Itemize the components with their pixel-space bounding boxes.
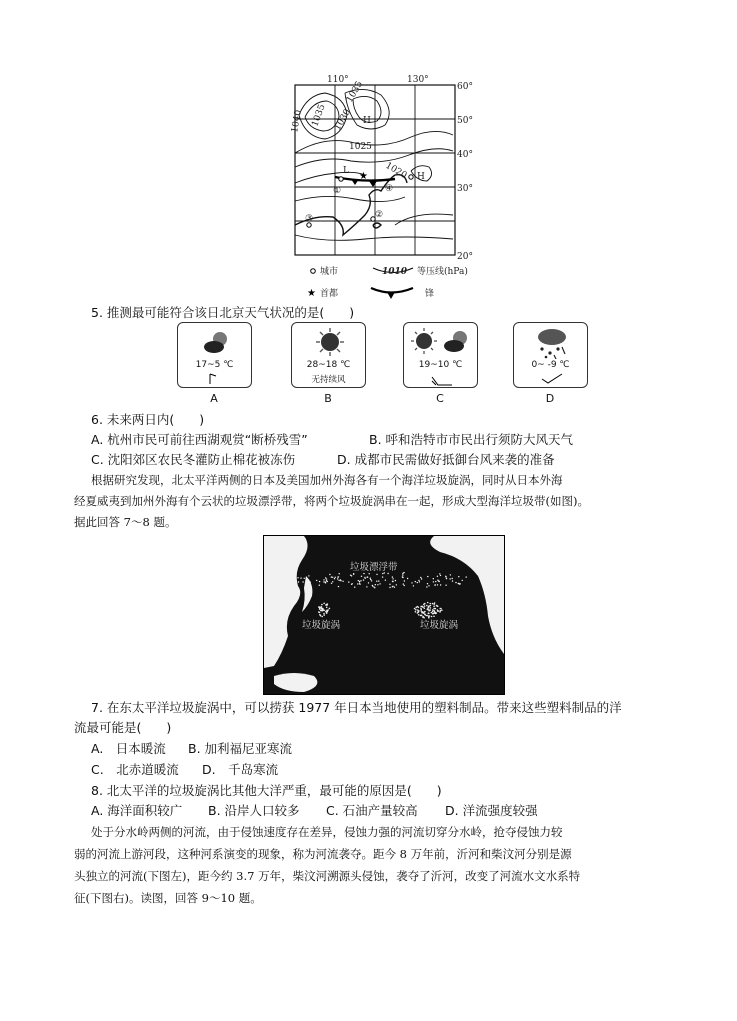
wind-barb-icon bbox=[540, 373, 564, 385]
question-7-option-b[interactable]: B. 加利福尼亚寒流 bbox=[188, 741, 293, 756]
garbage-belt-dots bbox=[296, 572, 467, 589]
legend-city-icon bbox=[311, 269, 316, 274]
garbage-gyre-right bbox=[414, 602, 443, 619]
legend-front-icon bbox=[371, 288, 413, 293]
passage-garbage-line-1: 根据研究发现，北太平洋两侧的日本及美国加州外海各有一个海洋垃圾旋涡，同时从日本外海 bbox=[91, 473, 563, 487]
pacific-map-graphic bbox=[264, 536, 504, 694]
weather-card-c[interactable] bbox=[403, 322, 478, 388]
city-number: ① bbox=[333, 186, 342, 196]
question-6-option-c[interactable]: C. 沈阳郊区农民冬灌防止棉花被冻伤 bbox=[91, 452, 296, 467]
sunny-to-cloudy-icon bbox=[410, 327, 474, 357]
question-8-stem: 8. 北太平洋的垃圾旋涡比其他大洋严重，最可能的原因是( ) bbox=[91, 783, 442, 798]
high-pressure-label: H bbox=[417, 172, 425, 182]
question-7-stem-line-2: 流最可能是( ) bbox=[74, 720, 172, 735]
city-marker bbox=[339, 177, 343, 181]
legend-isobar-value: 1010 bbox=[382, 267, 408, 277]
asia-landmass bbox=[264, 536, 308, 668]
japan-landmass bbox=[302, 576, 312, 612]
isobar-label: 1035 bbox=[310, 103, 328, 129]
sleet-icon bbox=[532, 327, 572, 359]
question-6-stem: 6. 未来两日内( ) bbox=[91, 412, 205, 427]
weather-card-d[interactable] bbox=[513, 322, 588, 388]
question-8-option-b[interactable]: B. 沿岸人口较多 bbox=[208, 803, 300, 818]
legend-front-label: 锋 bbox=[425, 289, 435, 299]
weather-card-b[interactable] bbox=[291, 322, 366, 388]
option-letter-c: C bbox=[436, 392, 444, 405]
sun-icon bbox=[315, 327, 345, 357]
option-letter-a: A bbox=[210, 392, 218, 405]
legend-capital-label: 首都 bbox=[320, 289, 339, 299]
lat-label: 40° bbox=[457, 150, 473, 160]
question-7-option-d[interactable]: D. 千岛寒流 bbox=[202, 762, 279, 777]
legend-capital-icon: ★ bbox=[307, 288, 316, 299]
isobar-label: 1030 bbox=[332, 107, 354, 133]
weather-card-temp: 19~10 ℃ bbox=[418, 360, 463, 370]
question-8-option-a[interactable]: A. 海洋面积较广 bbox=[91, 803, 183, 818]
garbage-gyre-left-label: 垃圾旋涡 bbox=[302, 620, 341, 631]
wind-barb-icon bbox=[204, 373, 226, 385]
city-marker bbox=[409, 175, 413, 179]
lat-label: 50° bbox=[457, 116, 473, 126]
passage-river-line-1: 处于分水岭两侧的河流，由于侵蚀速度存在差异，侵蚀力强的河流切穿分水岭，抢夺侵蚀力较 bbox=[91, 825, 563, 839]
weather-card-a[interactable] bbox=[177, 322, 252, 388]
north-america-landmass bbox=[430, 536, 504, 654]
passage-river-line-3: 头独立的河流(下图左)，距今约 3.7 万年，柴汶河溯源头侵蚀，袭夺了沂河，改变了河流水文水系特 bbox=[74, 869, 581, 883]
passage-garbage-line-2: 经夏威夷到加州外海有个云状的垃圾漂浮带，将两个垃圾旋涡串在一起，形成大型海洋垃圾带(如图)。 bbox=[74, 494, 589, 508]
weather-card-temp: 28~18 ℃ bbox=[306, 360, 351, 370]
pacific-garbage-map bbox=[263, 535, 505, 695]
lat-label: 20° bbox=[457, 252, 473, 262]
passage-garbage-line-3: 据此回答 7～8 题。 bbox=[74, 515, 177, 529]
southeast-asia-islands bbox=[274, 673, 317, 692]
garbage-gyre-right-label: 垃圾旋涡 bbox=[420, 620, 459, 631]
wind-barb-icon bbox=[430, 375, 454, 387]
lat-label: 30° bbox=[457, 184, 473, 194]
lon-label: 110° bbox=[327, 75, 349, 85]
isobar-label: 1040 bbox=[290, 109, 304, 134]
legend-isobar-label: 等压线(hPa) bbox=[417, 267, 468, 277]
partly-cloudy-icon bbox=[202, 329, 232, 357]
garbage-belt-label: 垃圾漂浮带 bbox=[350, 562, 398, 573]
capital-star: ★ bbox=[359, 171, 368, 182]
weather-card-temp: 17~5 ℃ bbox=[195, 360, 234, 370]
question-6-option-b[interactable]: B. 呼和浩特市市民出行须防大风天气 bbox=[369, 432, 574, 447]
legend-front-mark bbox=[387, 292, 395, 299]
city-number: ④ bbox=[385, 184, 394, 194]
weather-card-temp: 0~ -9 ℃ bbox=[531, 360, 570, 370]
option-letter-b: B bbox=[324, 392, 332, 405]
question-6-option-d[interactable]: D. 成都市民需做好抵御台风来袭的准备 bbox=[337, 452, 555, 467]
garbage-gyre-left bbox=[318, 603, 330, 618]
isobar-label: 1025 bbox=[349, 142, 372, 152]
legend-city-label: 城市 bbox=[320, 267, 339, 277]
question-6-option-a[interactable]: A. 杭州市民可前往西湖观赏“断桥残雪” bbox=[91, 432, 308, 447]
isobar-label: 1020 bbox=[383, 160, 409, 182]
question-7-option-c[interactable]: C. 北赤道暖流 bbox=[91, 762, 179, 777]
isobar-label: 1035 bbox=[344, 79, 366, 105]
high-pressure-label: H bbox=[363, 116, 371, 126]
city-number: ③ bbox=[305, 214, 314, 224]
question-8-option-c[interactable]: C. 石油产量较高 bbox=[326, 803, 418, 818]
passage-river-line-4: 征(下图右)。读图，回答 9～10 题。 bbox=[74, 891, 262, 905]
question-7-option-a[interactable]: A. 日本暖流 bbox=[91, 741, 166, 756]
passage-river-line-2: 弱的河流上游河段，这种河系演变的现象，称为河流袭夺。距今 8 万年前，沂河和柴汶河分别是源 bbox=[74, 847, 572, 861]
city-number: ② bbox=[375, 210, 384, 220]
weather-map bbox=[285, 75, 485, 305]
question-8-option-d[interactable]: D. 洋流强度较强 bbox=[445, 803, 538, 818]
low-pressure-label: L bbox=[343, 166, 349, 176]
question-5-stem: 5. 推测最可能符合该日北京天气状况的是( ) bbox=[91, 305, 355, 320]
option-letter-d: D bbox=[545, 392, 555, 405]
weather-card-wind: 无持续风 bbox=[311, 375, 346, 385]
lat-label: 60° bbox=[457, 82, 473, 92]
question-7-stem-line-1: 7. 在东太平洋垃圾旋涡中，可以捞获 1977 年日本当地使用的塑料制品。带来这些塑料制品的洋 bbox=[91, 700, 622, 715]
lon-label: 130° bbox=[407, 75, 429, 85]
